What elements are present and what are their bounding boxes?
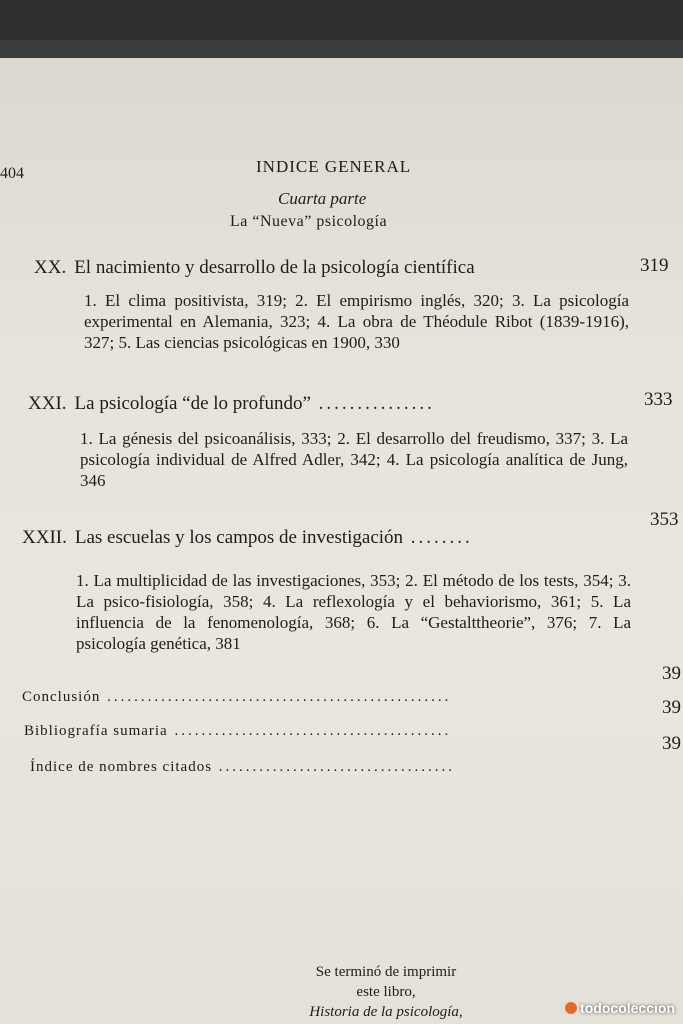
- chapter-page: 333: [644, 389, 673, 410]
- running-header: INDICE GENERAL: [256, 157, 412, 176]
- book-page: [0, 58, 683, 1024]
- chapter-sections: 1. El clima positivista, 319; 2. El empirismo inglés, 320; 3. La psicología experimental en Alemania, 323; 4. La obra de Théodule Ribot (1839-1916), 327; 5. Las ciencias psicológicas en 1900, 330: [84, 291, 629, 352]
- chapter-entry: [34, 258, 475, 277]
- chapter-page: 319: [640, 255, 669, 276]
- chapter-number: XXI.: [28, 393, 67, 414]
- leader-dots: ...................................................: [100, 689, 452, 705]
- back-matter-page: 39: [662, 733, 681, 754]
- back-matter-entry: [30, 760, 455, 775]
- chapter-entry: [28, 394, 435, 413]
- colophon-line: Se terminó de imprimir: [315, 964, 457, 980]
- back-matter-page: 39: [662, 697, 681, 718]
- chapter-page: 353: [650, 509, 679, 530]
- part-subtitle: La “Nueva” psicología: [230, 213, 388, 230]
- chapter-sections: 1. La multiplicidad de las investigaciones, 353; 2. El método de los tests, 354; 3. La psico-fisiología, 358; 4. La reflexología y el behaviorismo, 361; 5. La influencia de la fenomenología, 368; 6. La “Gestalttheorie”, 376; 7. La psicología genética, 381: [76, 571, 631, 653]
- colophon: [256, 962, 516, 1022]
- colophon-book-title: Historia de la psicología,: [309, 1004, 463, 1020]
- chapter-entry: [22, 528, 473, 547]
- leader-dots: .........................................: [167, 723, 452, 739]
- colophon-line: [256, 1002, 516, 1022]
- back-matter-entry: [24, 724, 451, 739]
- chapter-number: XX.: [34, 257, 67, 278]
- leader-dots: ........: [403, 527, 473, 548]
- back-matter-title: Índice de nombres citados: [30, 759, 213, 775]
- page-number: 404: [0, 165, 24, 182]
- leader-dots: ...............: [310, 393, 435, 414]
- chapter-sections: 1. La génesis del psicoanálisis, 333; 2. El desarrollo del freudismo, 337; 3. La psicología individual de Alfred Adler, 342; 4. La psicología analítica de Jung, 346: [80, 429, 628, 490]
- chapter-title: La psicología “de lo profundo”: [74, 393, 311, 414]
- watermark-logo-icon: [565, 1002, 577, 1014]
- back-matter-title: Conclusión: [22, 689, 101, 705]
- back-matter-entry: [22, 690, 451, 705]
- chapter-title: Las escuelas y los campos de investigación: [74, 527, 404, 548]
- leader-dots: ...................................: [212, 759, 456, 775]
- watermark-text: todocoleccion: [580, 1000, 675, 1016]
- back-matter-page: 39: [662, 663, 681, 684]
- back-matter-title: Bibliografía sumaria: [24, 723, 168, 739]
- watermark: [565, 1000, 675, 1016]
- colophon-line: este libro,: [356, 984, 416, 1000]
- chapter-number: XXII.: [22, 527, 67, 548]
- chapter-title: El nacimiento y desarrollo de la psicología científica: [74, 257, 475, 278]
- part-title: Cuarta parte: [278, 189, 367, 208]
